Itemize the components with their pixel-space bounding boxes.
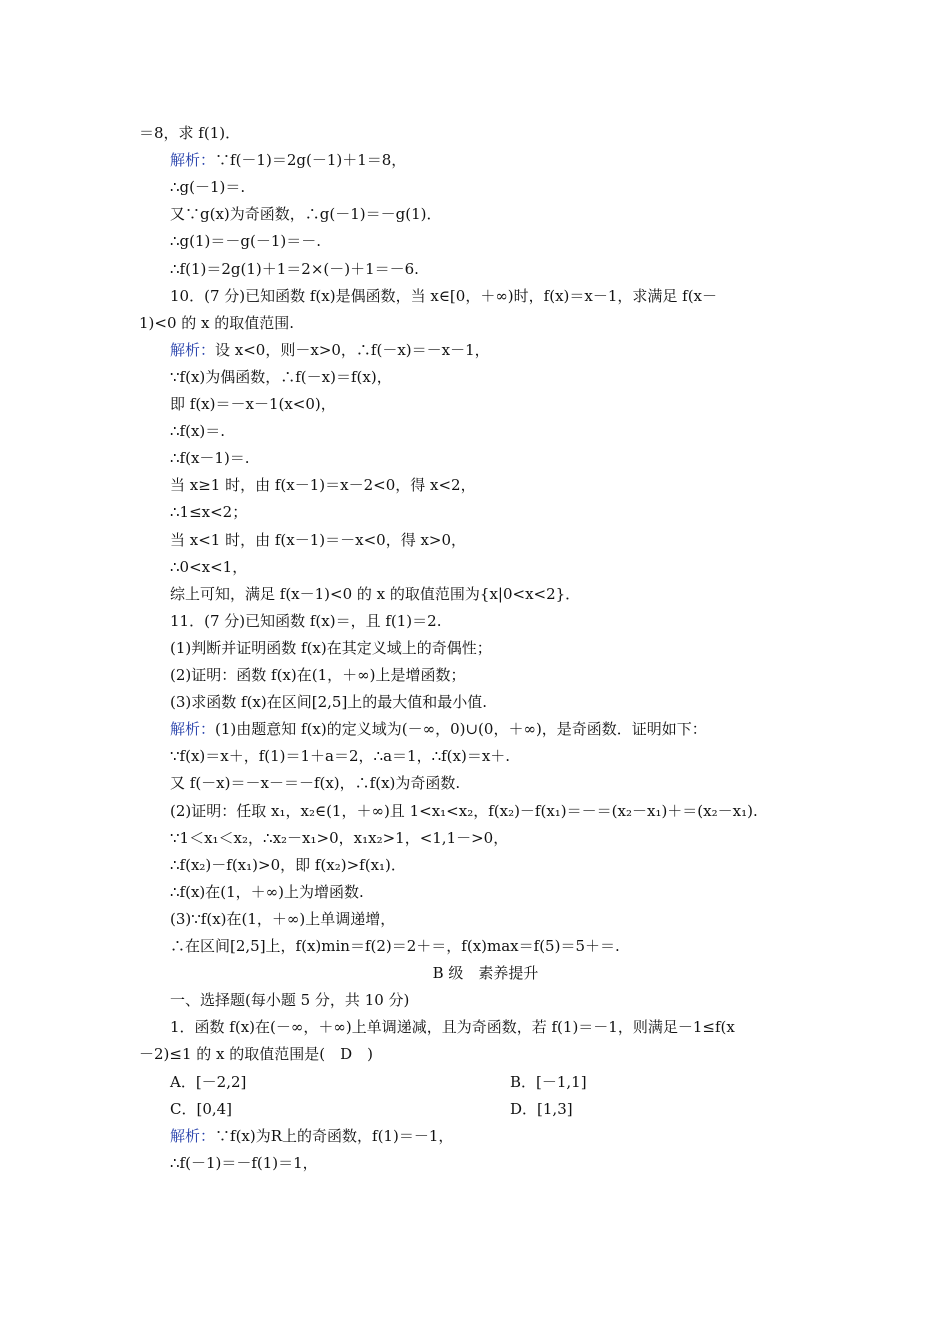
text-line <box>170 175 832 199</box>
line-text: ∵f(－1)＝2g(－1)＋1＝8， <box>215 151 407 170</box>
line-text: (2)证明：函数 f(x)在(1，＋∞)上是增函数； <box>170 666 466 684</box>
line-text: 又 f(－x)＝－x－＝－f(x)，∴f(x)为奇函数. <box>170 774 461 793</box>
text-line <box>170 744 832 768</box>
text-line <box>170 799 832 823</box>
line-text: ∴f(x－1)＝. <box>170 449 250 468</box>
line-text: 综上可知，满足 f(x－1)<0 的 x 的取值范围为{x|0<x<2}． <box>170 584 581 603</box>
line-text: 当 x<1 时，由 f(x－1)＝－x<0，得 x>0， <box>170 530 467 549</box>
line-text: ∵1＜x₁＜x₂，∴x₂－x₁>0，x₁x₂>1，<1,1－>0， <box>170 828 509 847</box>
analysis-label: 解析： <box>170 720 216 739</box>
line-text: ∴g(1)＝－g(－1)＝－. <box>170 232 322 251</box>
line-text: 一、选择题(每小题 5 分，共 10 分) <box>170 991 410 1010</box>
text-line <box>170 1124 832 1148</box>
text-line <box>170 257 832 281</box>
choice-option: A．[－2,2] <box>170 1072 247 1091</box>
line-text: 1)<0 的 x 的取值范围. <box>139 313 295 332</box>
line-text: 又∵g(x)为奇函数，∴g(－1)＝－g(1)． <box>170 205 442 224</box>
text-line <box>170 826 832 850</box>
analysis-label: 解析： <box>170 1126 216 1145</box>
line-text: ∴f(－1)＝－f(1)＝1， <box>170 1153 318 1172</box>
text-line <box>170 934 832 958</box>
text-line <box>170 636 832 660</box>
text-line <box>139 311 832 335</box>
text-line <box>170 907 832 931</box>
text-line <box>170 880 832 904</box>
line-text: ∴g(－1)＝. <box>170 178 246 197</box>
line-text: ∴f(1)＝2g(1)＋1＝2×(－)＋1＝－6. <box>170 259 419 278</box>
line-text: (3)∵f(x)在(1，＋∞)上单调递增， <box>170 909 396 928</box>
text-line <box>170 717 832 741</box>
text-line <box>170 663 832 687</box>
choice-option: B．[－1,1] <box>510 1072 587 1091</box>
line-text: ∵f(x)为偶函数，∴f(－x)＝f(x)， <box>170 367 392 386</box>
text-line <box>170 582 832 606</box>
line-text: 10．(7 分)已知函数 f(x)是偶函数，当 x∈[0，＋∞)时，f(x)＝x－1，求满足 f(x－ <box>170 286 718 305</box>
line-text: ∴f(x)＝. <box>170 422 226 441</box>
text-line <box>170 419 832 443</box>
line-text: －2)≤1 的 x 的取值范围是( D ) <box>139 1045 374 1064</box>
text-line <box>139 1042 832 1066</box>
line-text: (1)判断并证明函数 f(x)在其定义域上的奇偶性； <box>170 638 492 657</box>
text-line <box>139 961 832 985</box>
line-text: ∵f(x)＝x＋，f(1)＝1＋a＝2，∴a＝1，∴f(x)＝x＋. <box>170 747 511 766</box>
line-text: ∴0<x<1， <box>170 557 248 576</box>
line-text: ＝8，求 f(1)． <box>139 124 241 142</box>
line-text: ∴1≤x<2； <box>170 503 248 522</box>
text-line <box>170 609 832 633</box>
choice-row <box>170 1070 832 1094</box>
text-line <box>170 473 832 497</box>
line-text: ∴f(x)在(1，＋∞)上为增函数. <box>170 882 364 901</box>
text-line <box>170 853 832 877</box>
line-text: ∵f(x)为R上的奇函数，f(1)＝－1， <box>215 1126 454 1145</box>
text-line <box>170 148 832 172</box>
choice-option: D．[1,3] <box>510 1099 573 1118</box>
line-text: 即 f(x)＝－x－1(x<0)， <box>170 395 336 413</box>
line-text: (1)由题意知 f(x)的定义域为(－∞，0)∪(0，＋∞)，是奇函数．证明如下： <box>215 720 707 739</box>
text-line <box>170 528 832 552</box>
choice-row <box>170 1097 832 1121</box>
line-text: 设 x<0，则－x>0，∴f(－x)＝－x－1， <box>215 340 490 359</box>
text-line <box>170 1015 832 1039</box>
text-line <box>170 392 832 416</box>
line-text: B 级 素养提升 <box>432 964 539 983</box>
text-line <box>170 284 832 308</box>
line-text: (2)证明：任取 x₁，x₂∈(1，＋∞)且 1<x₁<x₂，f(x₂)－f(x₁)＝－＝(x₂－x₁)＋＝(x₂－x₁). <box>170 801 758 820</box>
text-line <box>170 202 832 226</box>
text-line <box>170 446 832 470</box>
text-line <box>170 771 832 795</box>
line-text: ∴f(x₂)－f(x₁)>0，即 f(x₂)>f(x₁)． <box>170 855 406 874</box>
text-line <box>170 229 832 253</box>
line-text: 1．函数 f(x)在(－∞，＋∞)上单调递减，且为奇函数，若 f(1)＝－1，则满足－1≤f(x <box>170 1018 735 1037</box>
text-line <box>170 338 832 362</box>
text-line <box>170 365 832 389</box>
analysis-label: 解析： <box>170 340 216 359</box>
text-line <box>170 988 832 1012</box>
line-text: 11．(7 分)已知函数 f(x)＝，且 f(1)＝2. <box>170 611 442 630</box>
text-line <box>139 121 832 145</box>
text-line <box>170 555 832 579</box>
line-text: 当 x≥1 时，由 f(x－1)＝x－2<0，得 x<2， <box>170 476 476 495</box>
line-text: (3)求函数 f(x)在区间[2,5]上的最大值和最小值. <box>170 693 488 712</box>
analysis-label: 解析： <box>170 151 216 170</box>
choice-option: C．[0,4] <box>170 1099 233 1118</box>
text-line <box>170 500 832 524</box>
text-line <box>170 690 832 714</box>
text-line <box>170 1151 832 1175</box>
line-text: ∴在区间[2,5]上，f(x)min＝f(2)＝2＋＝，f(x)max＝f(5)＝5＋＝. <box>170 937 620 955</box>
